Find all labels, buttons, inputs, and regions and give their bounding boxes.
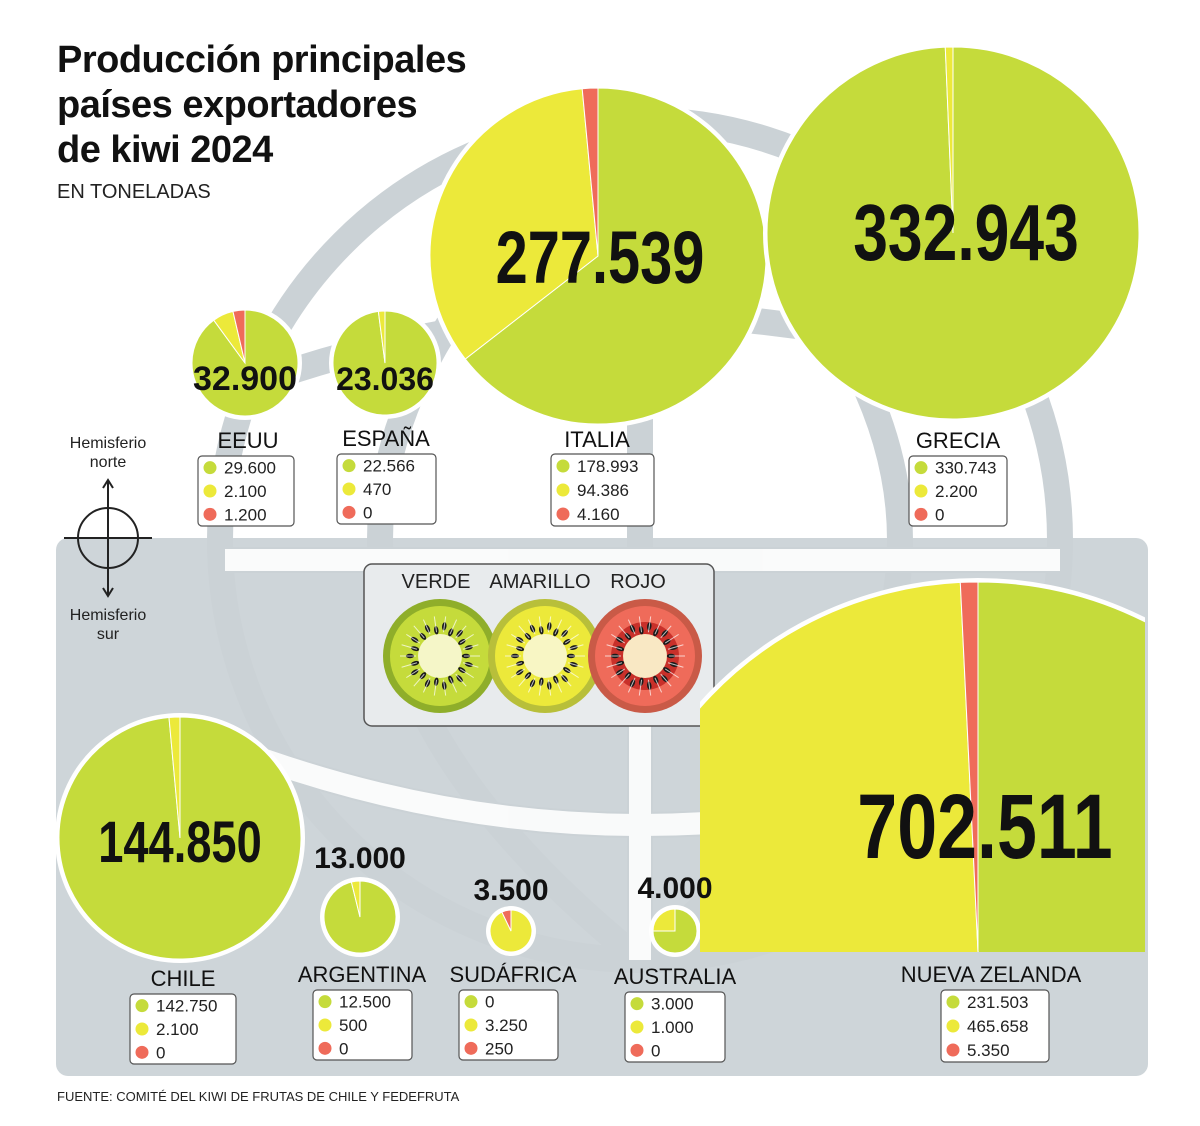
pie-australia: [649, 905, 701, 957]
title-line-3: de kiwi 2024: [57, 129, 273, 171]
value-dot-chile-0: [136, 999, 149, 1012]
value-box-australia: [625, 992, 725, 1062]
value-dot-eeuu-2: [204, 508, 217, 521]
value-box-grecia: [909, 456, 1007, 526]
legend-box: [364, 564, 714, 726]
value-dot-grecia-0: [915, 461, 928, 474]
value-chile-rojo: 0: [156, 1043, 166, 1063]
value-sudafrica-amarillo: 3.250: [485, 1016, 528, 1035]
value-dot-chile-2: [136, 1046, 149, 1059]
total-nueva_zelanda: 702.511: [857, 775, 1113, 879]
value-australia-verde: 3.000: [651, 994, 694, 1014]
country-name-espana: ESPAÑA: [342, 426, 430, 451]
hemisphere-south-label: [55, 606, 161, 644]
page-title: [57, 38, 466, 173]
value-sudafrica-rojo: 250: [485, 1039, 514, 1059]
value-chile-amarillo: 2.100: [156, 1020, 199, 1039]
value-sudafrica-verde: 0: [485, 992, 495, 1012]
source-note: FUENTE: COMITÉ DEL KIWI DE FRUTAS DE CHILE Y FEDEFRUTA: [57, 1089, 460, 1104]
value-dot-espana-2: [343, 506, 356, 519]
value-eeuu-verde: 29.600: [224, 458, 276, 478]
value-dot-nueva_zelanda-2: [947, 1044, 960, 1057]
kiwi-rojo-icon: [588, 599, 702, 713]
value-italia-verde: 178.993: [577, 457, 639, 476]
hemisphere-south-line-2: sur: [96, 626, 120, 643]
country-name-argentina: ARGENTINA: [297, 962, 427, 987]
value-espana-amarillo: 470: [363, 480, 392, 499]
legend-label-amarillo: AMARILLO: [489, 571, 591, 593]
value-dot-italia-1: [557, 484, 570, 497]
value-argentina-amarillo: 500: [339, 1016, 368, 1035]
value-eeuu-rojo: 1.200: [224, 505, 267, 525]
value-dot-sudafrica-0: [465, 995, 478, 1008]
value-dot-chile-1: [136, 1023, 149, 1036]
total-argentina: 13.000: [314, 842, 406, 875]
total-chile: 144.850: [98, 810, 262, 876]
value-dot-australia-0: [631, 997, 644, 1010]
value-chile-verde: 142.750: [156, 996, 218, 1016]
value-argentina-rojo: 0: [339, 1039, 349, 1059]
value-nueva_zelanda-rojo: 5.350: [967, 1041, 1010, 1060]
kiwi-verde-icon: [383, 599, 497, 713]
value-dot-argentina-1: [319, 1019, 332, 1032]
value-italia-rojo: 4.160: [577, 505, 620, 524]
pie-sudafrica: [486, 906, 536, 956]
value-dot-grecia-1: [915, 485, 928, 498]
country-name-eeuu: EEUU: [217, 428, 279, 453]
value-australia-amarillo: 1.000: [651, 1018, 694, 1037]
value-dot-argentina-0: [319, 995, 332, 1008]
value-dot-sudafrica-1: [465, 1019, 478, 1032]
subtitle: EN TONELADAS: [57, 181, 211, 203]
value-dot-nueva_zelanda-1: [947, 1020, 960, 1033]
value-box-chile: [130, 994, 236, 1064]
value-nueva_zelanda-amarillo: 465.658: [967, 1017, 1029, 1036]
total-grecia: 332.943: [853, 188, 1079, 278]
value-australia-rojo: 0: [651, 1041, 661, 1061]
total-eeuu: 32.900: [193, 360, 297, 398]
value-dot-sudafrica-2: [465, 1042, 478, 1055]
legend-label-rojo: ROJO: [610, 571, 666, 593]
value-espana-rojo: 0: [363, 503, 373, 523]
value-dot-espana-0: [343, 459, 356, 472]
value-dot-eeuu-0: [204, 461, 217, 474]
value-box-eeuu: [198, 456, 294, 526]
country-name-nueva_zelanda: NUEVA ZELANDA: [900, 962, 1082, 987]
country-name-grecia: GRECIA: [915, 428, 1001, 453]
country-name-italia: ITALIA: [564, 427, 630, 452]
value-grecia-amarillo: 2.200: [935, 482, 978, 501]
value-dot-australia-2: [631, 1044, 644, 1057]
value-box-argentina: [313, 990, 412, 1060]
value-argentina-verde: 12.500: [339, 992, 391, 1012]
value-box-sudafrica: [459, 990, 558, 1060]
value-nueva_zelanda-verde: 231.503: [967, 993, 1029, 1012]
total-sudafrica: 3.500: [473, 874, 549, 907]
country-name-australia: AUSTRALIA: [613, 964, 737, 989]
value-espana-verde: 22.566: [363, 456, 415, 476]
hemisphere-north-line-2: norte: [89, 454, 127, 471]
total-espana: 23.036: [336, 361, 434, 397]
title-line-1: Producción principales: [57, 39, 467, 81]
legend-label-verde: VERDE: [401, 571, 471, 593]
value-box-nueva_zelanda: [941, 990, 1049, 1062]
country-name-sudafrica: SUDÁFRICA: [449, 962, 577, 987]
value-dot-nueva_zelanda-0: [947, 996, 960, 1009]
value-grecia-rojo: 0: [935, 505, 945, 525]
hemisphere-south-line-1: Hemisferio: [69, 607, 147, 624]
country-name-chile: CHILE: [150, 966, 216, 991]
pie-argentina: [320, 877, 400, 957]
value-dot-italia-0: [557, 460, 570, 473]
title-line-2: países exportadores: [57, 84, 418, 126]
value-dot-espana-1: [343, 483, 356, 496]
hemisphere-north-line-1: Hemisferio: [69, 435, 147, 452]
value-dot-eeuu-1: [204, 485, 217, 498]
value-dot-italia-2: [557, 508, 570, 521]
value-box-espana: [337, 454, 436, 524]
value-box-italia: [551, 454, 654, 526]
value-dot-australia-1: [631, 1021, 644, 1034]
value-grecia-verde: 330.743: [935, 458, 997, 478]
kiwi-amarillo-icon: [488, 599, 602, 713]
hemisphere-north-label: [55, 434, 161, 472]
value-dot-argentina-2: [319, 1042, 332, 1055]
value-italia-amarillo: 94.386: [577, 481, 629, 500]
total-australia: 4.000: [637, 872, 713, 905]
value-eeuu-amarillo: 2.100: [224, 482, 267, 501]
total-italia: 277.539: [495, 217, 705, 300]
value-dot-grecia-2: [915, 508, 928, 521]
